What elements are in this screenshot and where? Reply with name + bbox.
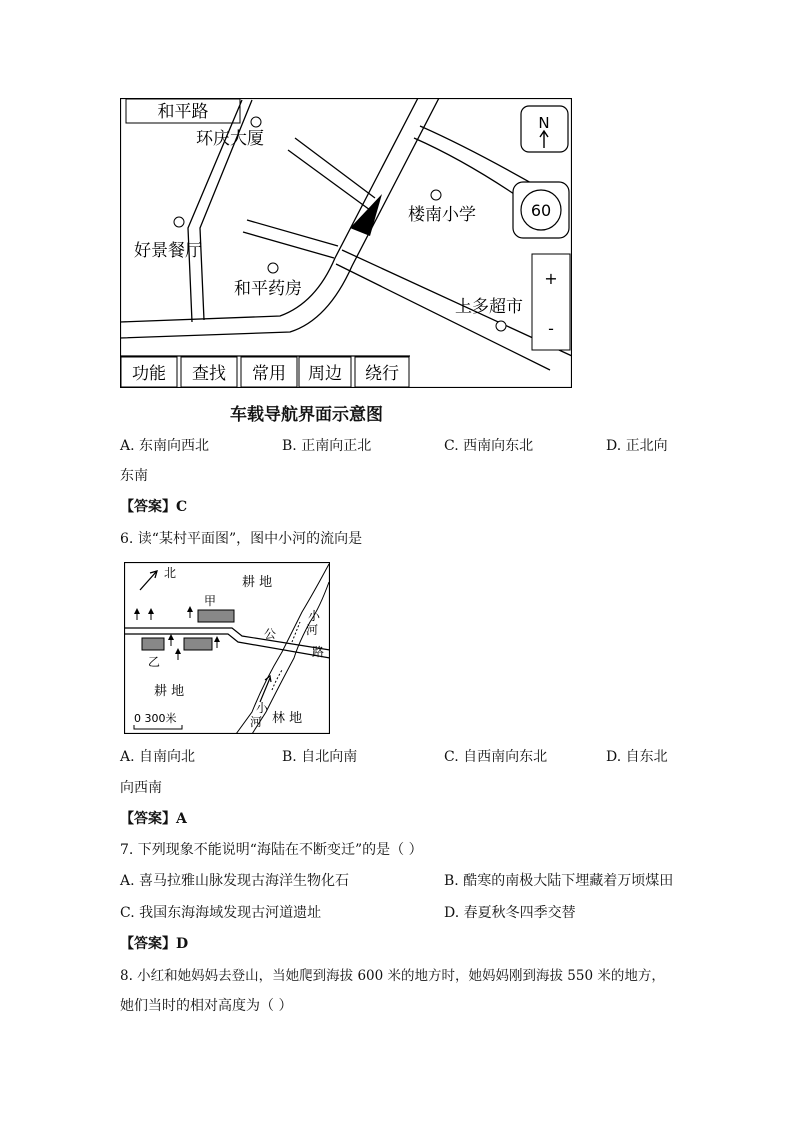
q8-stem-line1: 8. 小红和她妈妈去登山，当她爬到海拔 600 米的地方时，她妈妈刚到海拔 550 米的地方， (120, 968, 665, 984)
marker-huanqing (251, 117, 261, 127)
q5-option-d: D. 正北向 (606, 438, 668, 454)
q5-option-d-cont: 东南 (120, 468, 148, 484)
label-market: 上多超市 (455, 297, 523, 317)
button-raoxing-label: 绕行 (365, 364, 399, 384)
q6-option-b: B. 自北向南 (282, 749, 358, 765)
river-label-3: 小 (256, 701, 269, 715)
q6-option-d: D. 自东北 (606, 749, 668, 765)
q6-stem: 6. 读“某村平面图”，图中小河的流向是 (120, 531, 363, 547)
q6-option-d-cont: 向西南 (120, 780, 162, 796)
marker-pharmacy (268, 263, 278, 273)
q5-option-b: B. 正南向正北 (282, 438, 372, 454)
label-haojing: 好景餐厅 (134, 241, 202, 261)
label-yi: 乙 (148, 655, 161, 669)
label-huanqing: 环庆大厦 (196, 129, 264, 149)
road-label-lu: 路 (312, 645, 325, 659)
building-yi-2 (184, 638, 212, 650)
q6-option-c: C. 自西南向东北 (444, 749, 548, 765)
label-school: 楼南小学 (408, 205, 476, 225)
road-label-gong: 公 (264, 627, 277, 641)
q5-option-c: C. 西南向东北 (444, 438, 534, 454)
q7-answer: 【答案】D (120, 936, 189, 952)
marker-school (431, 190, 441, 200)
q5-option-a: A. 东南向西北 (120, 438, 210, 454)
forest-label: 林 地 (272, 711, 303, 726)
q7-stem: 7. 下列现象不能说明“海陆在不断变迁”的是（ ） (120, 842, 423, 858)
label-jia: 甲 (204, 594, 217, 608)
marker-haojing (174, 217, 184, 227)
zoom-in-button[interactable]: + (544, 269, 558, 288)
village-map-svg (124, 562, 330, 734)
q8-stem-line2: 她们当时的相对高度为（ ） (120, 998, 293, 1014)
building-yi-1 (142, 638, 164, 650)
north-label: 北 (164, 566, 177, 580)
button-bar (121, 357, 409, 387)
building-jia (198, 610, 234, 622)
nav-map-caption: 车载导航界面示意图 (230, 405, 383, 425)
q6-answer: 【答案】A (120, 811, 187, 827)
q7-option-a: A. 喜马拉雅山脉发现古海洋生物化石 (120, 873, 350, 889)
navigation-map-figure (120, 98, 572, 388)
village-map-figure (124, 562, 330, 734)
river-label-4: 河 (250, 715, 263, 729)
farmland-bottom-label: 耕 地 (154, 684, 185, 699)
button-gongneng-label: 功能 (132, 364, 166, 384)
q6-option-a: A. 自南向北 (120, 749, 196, 765)
button-zhoubian-label: 周边 (308, 364, 342, 384)
q5-answer: 【答案】C (120, 499, 188, 515)
scale-label: 0 300米 (134, 712, 177, 725)
label-pharmacy: 和平药房 (234, 279, 302, 299)
q7-option-d: D. 春夏秋冬四季交替 (444, 905, 576, 921)
q7-option-c: C. 我国东海海域发现古河道遗址 (120, 905, 322, 921)
river-label-1: 小 (308, 609, 321, 623)
zoom-out-button[interactable]: - (548, 319, 554, 338)
button-chazhao-label: 查找 (192, 364, 226, 384)
river-label-2: 河 (306, 623, 319, 637)
q7-option-b: B. 酷寒的南极大陆下埋藏着万顷煤田 (444, 873, 674, 889)
farmland-top-label: 耕 地 (242, 575, 273, 590)
button-changyong-label: 常用 (252, 364, 286, 384)
road-label: 和平路 (157, 102, 209, 122)
speed-limit-value: 60 (530, 201, 552, 220)
compass-label: N (538, 114, 550, 132)
navigation-map-svg (120, 98, 572, 388)
marker-market (496, 321, 506, 331)
